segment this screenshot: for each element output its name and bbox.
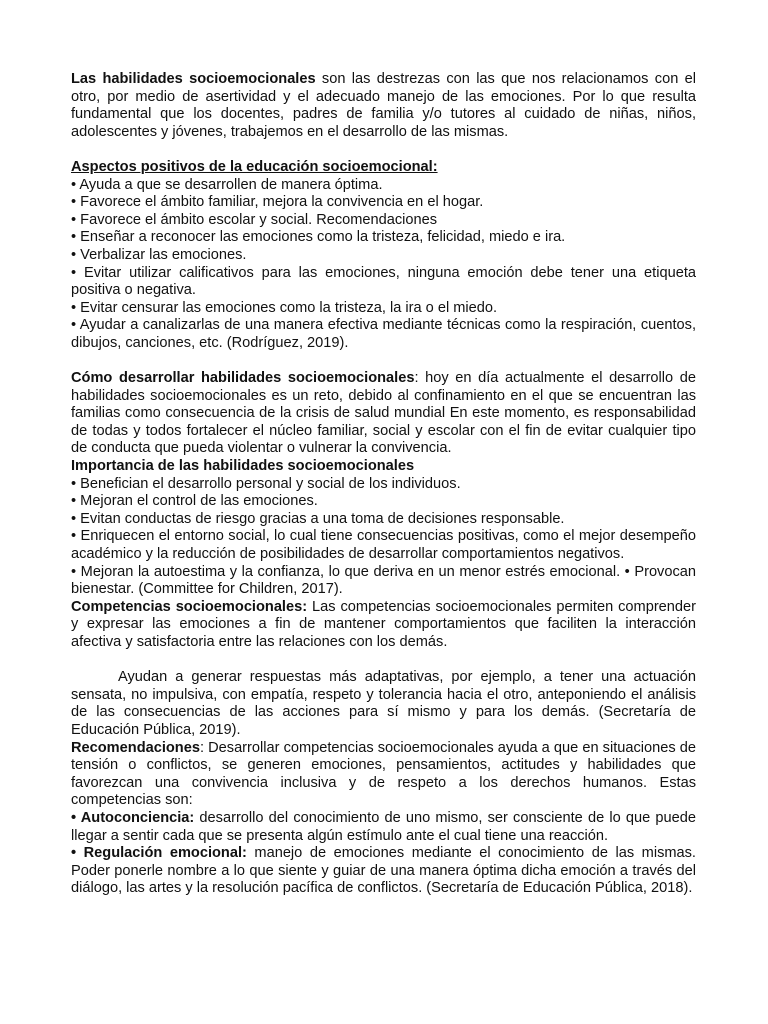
autoconciencia-text: desarrollo del conocimiento de uno mismo, ser consciente de lo que puede llegar a sentir cada que se presenta algún estímulo ante el cual tiene una reacción. — [71, 809, 696, 844]
ayudan-paragraph: Ayudan a generar respuestas más adaptativas, por ejemplo, a tener una actuación sensata, no impulsiva, con empatía, respeto y tolerancia hacia el otro, anteponiendo el análisis de las consecuencias de las acciones para sí mismo y para los demás. (Secretaría de Educación Pública, 2019). — [71, 669, 696, 738]
intro-paragraph — [71, 71, 696, 141]
recomendaciones-paragraph — [71, 740, 696, 810]
aspectos-heading: Aspectos positivos de la educación socioemocional: — [71, 158, 438, 175]
intro-text: son las destrezas con las que nos relacionamos con el otro, por medio de asertividad y el adecuado manejo de las emociones. Por lo que resulta fundamental que los docentes, padres de familia y/o tutores al cuidado de niñas, niños, adolescentes y jóvenes, trabajemos en el desarrollo de las mismas. — [71, 71, 696, 140]
regulacion-paragraph — [71, 845, 696, 898]
spacer — [71, 652, 696, 670]
list-item: • Ayudar a canalizarlas de una manera efectiva mediante técnicas como la respiración, cuentos, dibujos, canciones, etc. (Rodríguez, 2019). — [71, 317, 696, 351]
recomendaciones-term: Recomendaciones — [71, 739, 200, 756]
regulacion-text: manejo de emociones mediante el conocimiento de las mismas. Poder ponerle nombre a lo que siente y guiar de una manera óptima dicha emoción a través del diálogo, las artes y la resolución pacífica de conflictos. (Secretaría de Educación Pública, 2018). — [71, 845, 696, 897]
list-item: • Benefician el desarrollo personal y social de los individuos. — [71, 475, 461, 492]
list-item: • Enriquecen el entorno social, lo cual tiene consecuencias positivas, como el mejor desempeño académico y la reducción de posibilidades de desarrollar comportamientos negativos. — [71, 528, 696, 563]
list-item: • Mejoran la autoestima y la confianza, lo que deriva en un menor estrés emocional. • Provocan bienestar. (Committee for Children, 2017). — [71, 563, 696, 598]
competencias-paragraph — [71, 599, 696, 652]
autoconciencia-paragraph — [71, 810, 696, 845]
spacer — [71, 353, 696, 371]
list-item: • Mejoran el control de las emociones. — [71, 493, 318, 510]
list-item: • Verbalizar las emociones. — [71, 246, 247, 263]
como-term: Cómo desarrollar habilidades socioemocionales — [71, 370, 415, 387]
competencias-text: Las competencias socioemocionales permiten comprender y expresar las emociones a fin de mantener comportamientos que faciliten la interacción afectiva y satisfactoria entre las relaciones con los demás. — [71, 598, 697, 650]
list-item: • Evitar utilizar calificativos para las emociones, ninguna emoción debe tener una etiqueta positiva o negativa. — [71, 264, 696, 299]
list-item: • Favorece el ámbito familiar, mejora la convivencia en el hogar. — [71, 194, 484, 211]
competencias-term: Competencias socioemocionales: — [71, 598, 308, 615]
list-item: • Ayuda a que se desarrollen de manera óptima. — [71, 176, 383, 193]
recomendaciones-text: : Desarrollar competencias socioemocionales ayuda a que en situaciones de tensión o conflictos, se generen emociones, pensamientos, actitudes y habilidades que favorezcan una convivencia inclusiva y de respeto a los derechos humanos. Estas competencias son: — [71, 739, 696, 809]
list-item: • Evitan conductas de riesgo gracias a una toma de decisiones responsable. — [71, 510, 565, 527]
autoconciencia-term: • Autoconciencia: — [71, 809, 195, 826]
como-paragraph — [71, 370, 696, 458]
regulacion-term: • Regulación emocional: — [71, 845, 247, 862]
list-item: • Favorece el ámbito escolar y social. Recomendaciones — [71, 211, 438, 228]
list-item: • Evitar censurar las emociones como la tristeza, la ira o el miedo. — [71, 299, 498, 316]
importancia-heading: Importancia de las habilidades socioemocionales — [71, 458, 415, 475]
list-item: • Enseñar a reconocer las emociones como la tristeza, felicidad, miedo e ira. — [71, 229, 566, 246]
como-text: : hoy en día actualmente el desarrollo de habilidades socioemocionales es un reto, debido al confinamiento en el que se encuentran las familias como consecuencia de la crisis de salud mundial En este momento, es responsabilidad de todas y todos fortalecer el núcleo familiar, social y escolar con el fin de evitar cualquier tipo de conducta que pueda violentar o vulnerar la convivencia. — [71, 370, 696, 457]
spacer — [71, 141, 696, 159]
intro-term: Las habilidades socioemocionales — [71, 71, 316, 87]
